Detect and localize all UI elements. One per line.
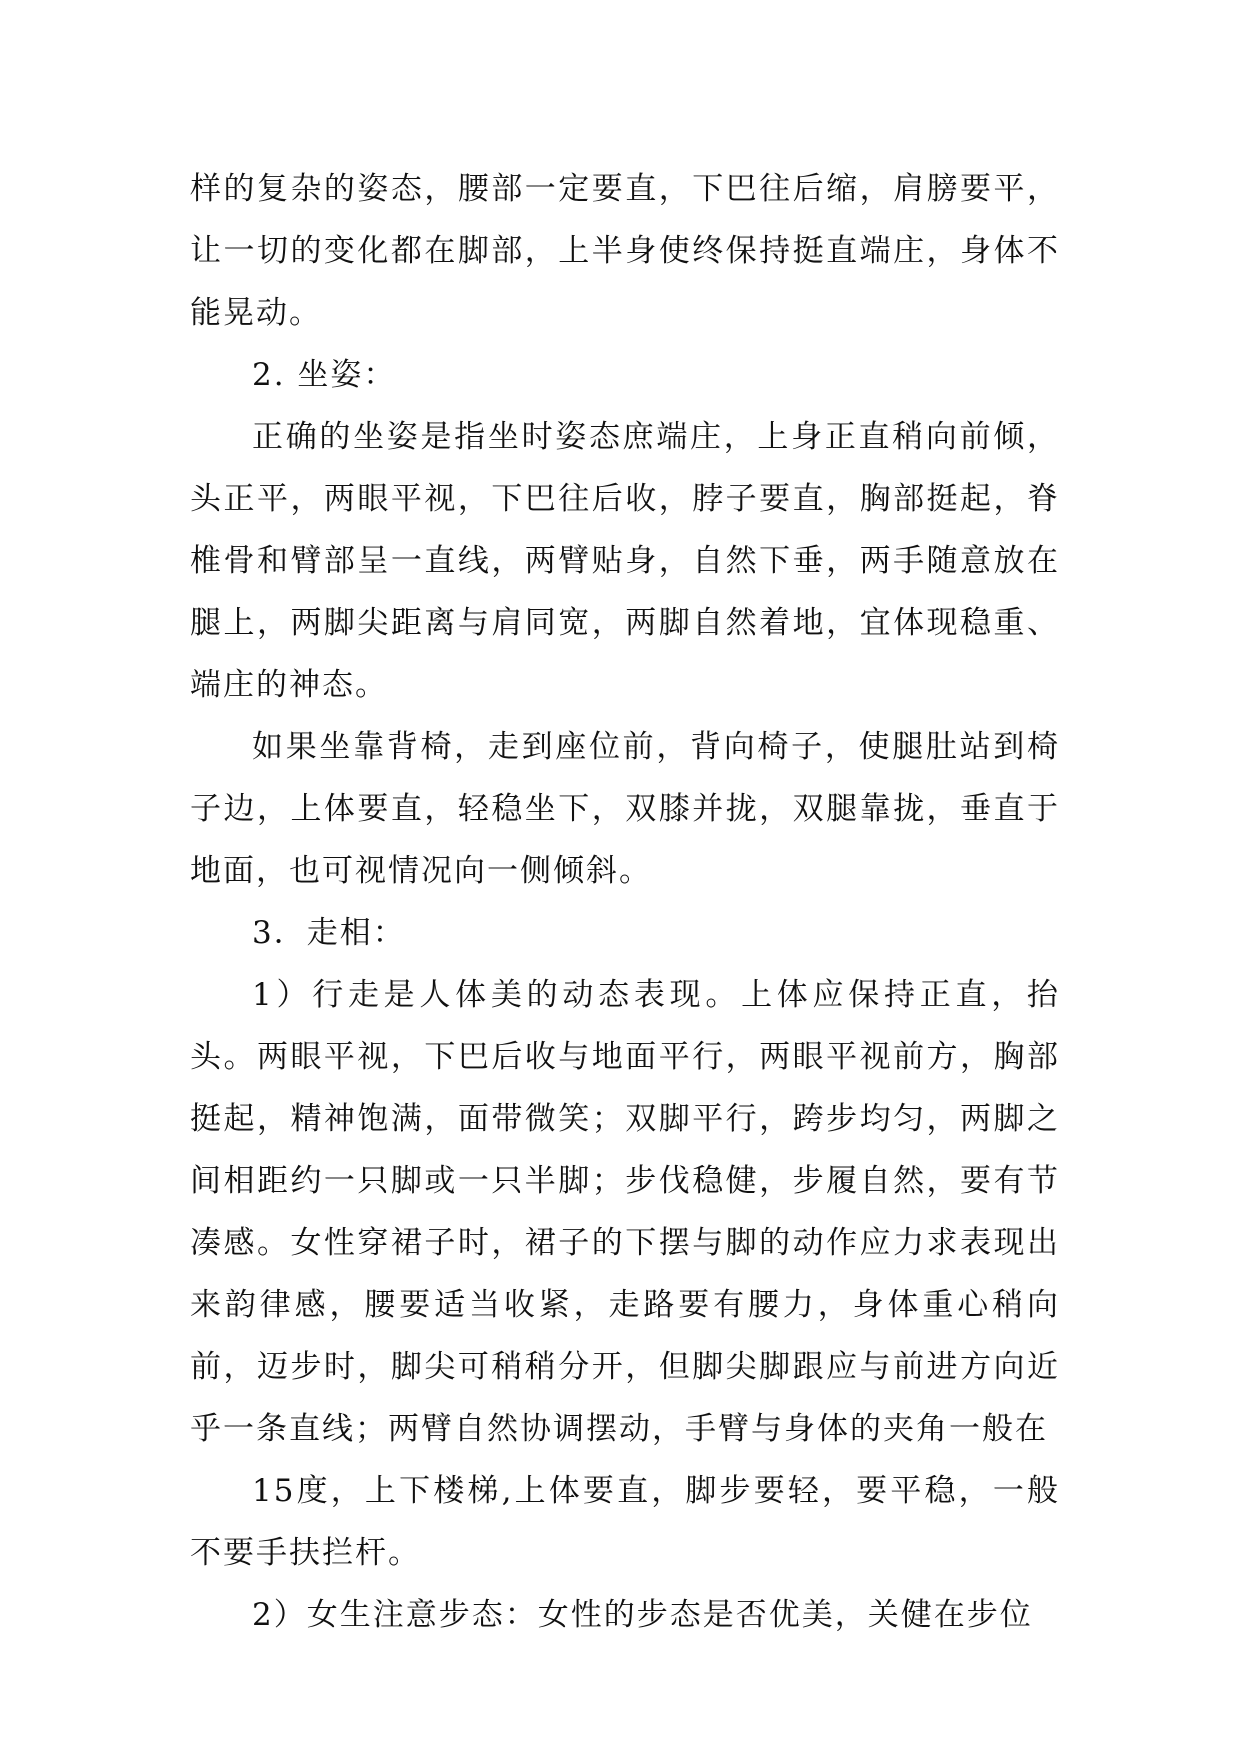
paragraph-continued: 样的复杂的姿态，腰部一定要直，下巴往后缩，肩膀要平，让一切的变化都在脚部，上半身使终保持挺直端庄，身体不能晃动。 bbox=[190, 171, 1060, 331]
paragraph-sitting-correct: 正确的坐姿是指坐时姿态庶端庄，上身正直稍向前倾，头正平，两眼平视，下巴往后收，脖子要直，胸部挺起，脊椎骨和臂部呈一直线，两臂贴身，自然下垂，两手随意放在腿上，两脚尖距离与肩同宽，两脚自然着地，宜体现稳重、端庄的神态。 bbox=[190, 419, 1060, 703]
heading-walking-posture: 3．走相： bbox=[252, 915, 406, 951]
paragraph-walking-stairs: 15度，上下楼梯,上体要直，脚步要轻，要平稳，一般不要手扶拦杆。 bbox=[190, 1473, 1060, 1571]
paragraph-walking-2: 2）女生注意步态：女性的步态是否优美，关健在步位 bbox=[252, 1597, 1033, 1633]
paragraph-sitting-chair: 如果坐靠背椅，走到座位前，背向椅子，使腿肚站到椅子边，上体要直，轻稳坐下，双膝并拢，双腿靠拢，垂直于地面，也可视情况向一侧倾斜。 bbox=[190, 729, 1060, 889]
document-body bbox=[190, 158, 1060, 1646]
paragraph-walking-1: 1）行走是人体美的动态表现。上体应保持正直，抬头。两眼平视，下巴后收与地面平行，两眼平视前方，胸部挺起，精神饱满，面带微笑；双脚平行，跨步均匀，两脚之间相距约一只脚或一只半脚；步伐稳健，步履自然，要有节凑感。女性穿裙子时，裙子的下摆与脚的动作应力求表现出来韵律感，腰要适当收紧，走路要有腰力，身体重心稍向前，迈步时，脚尖可稍稍分开，但脚尖脚跟应与前进方向近乎一条直线；两臂自然协调摆动，手臂与身体的夹角一般在 bbox=[190, 977, 1060, 1447]
heading-sitting-posture: 2. 坐姿： bbox=[252, 357, 397, 393]
